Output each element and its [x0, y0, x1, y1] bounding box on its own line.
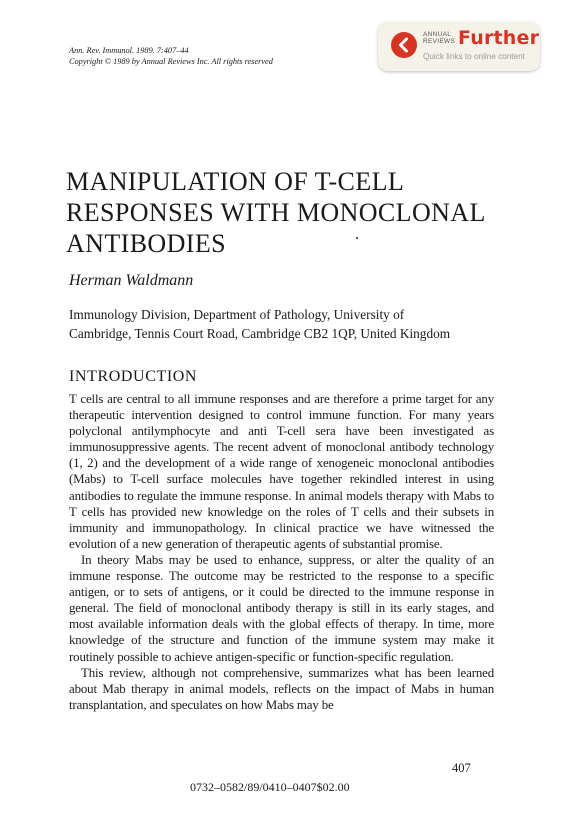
title-line-1: MANIPULATION OF T-CELL [66, 167, 405, 196]
paragraph-1: T cells are central to all immune responses and are therefore a prime target for any therapeutic intervention designed to control immune function. For many years polyclonal antilymphocyte and anti T-cell sera have been investigated as immunosuppressive agents. The recent advent of monoclonal antibody technology (1, 2) and the development of a wide range of xenogeneic monoclonal antibodies (Mabs) to T-cell surface molecules have together rekindled interest in using antibodies to regulate the immune response. In animal models therapy with Mabs to T cells has provided new knowledge on the roles of T cells and their subsets in immunity and immunopathology. In clinical practice we have witnessed the evolution of a new generation of therapeutic agents of substantial promise. [69, 392, 494, 551]
further-links-badge[interactable] [378, 22, 540, 71]
page-number: 407 [452, 761, 471, 775]
citation-line-copyright: Copyright © 1989 by Annual Reviews Inc. All rights reserved [69, 57, 273, 66]
body-text [69, 391, 494, 713]
author-affiliation [69, 305, 499, 343]
journal-citation [69, 45, 273, 67]
citation-line-journal: Ann. Rev. Immunol. 1989. 7:407–44 [69, 46, 189, 55]
badge-brand-bottom: REVIEWS [423, 38, 456, 45]
play-arrow-icon [391, 32, 417, 58]
title-line-3: ANTIBODIES [66, 229, 226, 258]
badge-brand-top: ANNUAL [423, 31, 452, 38]
affiliation-line-1: Immunology Division, Department of Pathology, University of [69, 307, 405, 322]
document-code: 0732–0582/89/0410–0407$02.00 [190, 780, 350, 794]
affiliation-line-2: Cambridge, Tennis Court Road, Cambridge CB2 1QP, United Kingdom [69, 326, 451, 341]
badge-title: Further [458, 27, 540, 49]
paragraph-3: This review, although not comprehensive, summarizes what has been learned about Mab therapy in animal models, reflects on the impact of Mabs in human transplantation, and speculates on how Mabs may be [69, 665, 494, 712]
section-heading: INTRODUCTION [69, 368, 198, 385]
badge-subtitle: Quick links to online content [423, 52, 525, 61]
article-title [66, 166, 486, 259]
paragraph-2: In theory Mabs may be used to enhance, suppress, or alter the quality of an immune response. The outcome may be restricted to the response to a specific antigen, or to sets of antigens, or it could be directed to the immune response in general. The field of monoclonal antibody therapy is still in its early stages, and most available information deals with the global effects of therapy. In time, more knowledge of the structure and function of the immune system may make it routinely possible to achieve antigen-specific or function-specific regulation. [69, 552, 494, 664]
print-speck [356, 237, 358, 239]
title-line-2: RESPONSES WITH MONOCLONAL [66, 198, 486, 227]
author-name: Herman Waldmann [69, 272, 194, 289]
badge-brand [423, 31, 455, 45]
